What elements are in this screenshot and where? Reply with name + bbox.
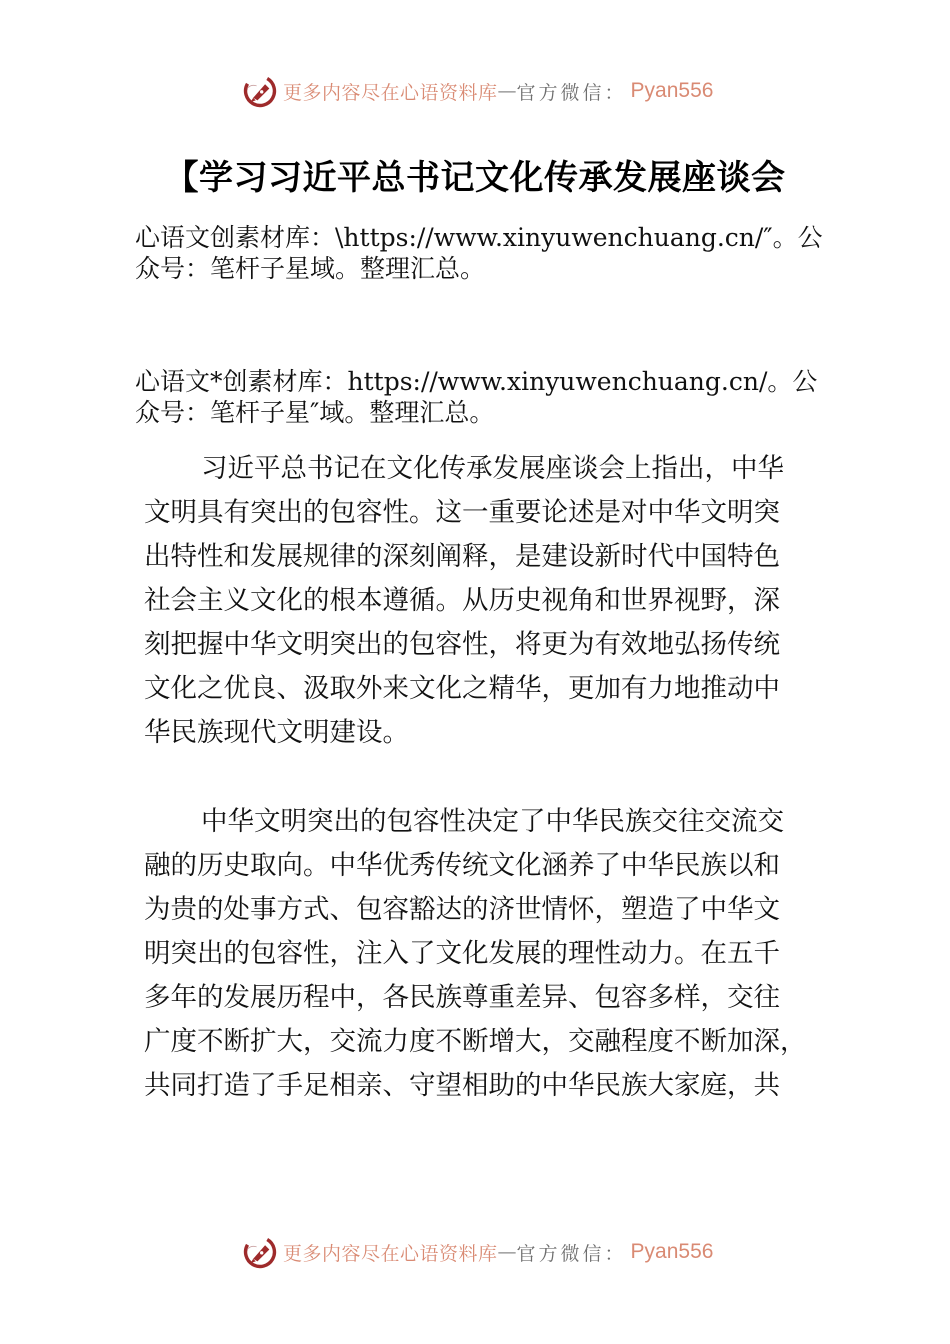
paragraph-line: 出特性和发展规律的深刻阐释，是建设新时代中国特色 bbox=[144, 541, 780, 572]
paragraph-line: 华民族现代文明建设。 bbox=[144, 717, 409, 748]
separator-dash: — bbox=[497, 80, 517, 102]
paragraph-line: 文明具有突出的包容性。这一重要论述是对中华文明突 bbox=[144, 497, 780, 528]
body-paragraph-1 bbox=[144, 447, 824, 755]
paragraph-line: 明突出的包容性，注入了文化发展的理性动力。在五千 bbox=[144, 938, 780, 969]
source-note-2 bbox=[135, 366, 835, 428]
source-note-line: 众号：笔杆子星″域。整理汇总。 bbox=[135, 398, 495, 427]
paragraph-line: 习近平总书记在文化传承发展座谈会上指出，中华 bbox=[201, 453, 784, 484]
pen-nib-circle-icon bbox=[243, 1235, 277, 1269]
wechat-id: Pyan556 bbox=[630, 1240, 714, 1263]
pen-nib-circle-icon bbox=[243, 74, 277, 108]
promo-text: 更多内容尽在心语资料库 bbox=[283, 81, 498, 104]
body-paragraph-2 bbox=[144, 800, 824, 1108]
source-note-line: 众号：笔杆子星域。整理汇总。 bbox=[135, 254, 486, 283]
paragraph-line: 为贵的处事方式、包容豁达的济世情怀，塑造了中华文 bbox=[144, 894, 780, 925]
paragraph-line: 融的历史取向。中华优秀传统文化涵养了中华民族以和 bbox=[144, 850, 780, 881]
paragraph-line: 广度不断扩大，交流力度不断增大，交融程度不断加深， bbox=[144, 1026, 807, 1057]
footer-banner bbox=[243, 1232, 713, 1272]
paragraph-line: 中华文明突出的包容性决定了中华民族交往交流交 bbox=[201, 806, 784, 837]
paragraph-line: 共同打造了手足相亲、守望相助的中华民族大家庭，共 bbox=[144, 1070, 780, 1101]
promo-text: 更多内容尽在心语资料库 bbox=[283, 1242, 498, 1265]
source-note-line: 心语文*创素材库：https://www.xinyuwenchuang.cn/。公 bbox=[135, 367, 818, 396]
paragraph-line: 文化之优良、汲取外来文化之精华，更加有力地推动中 bbox=[144, 673, 780, 704]
document-title: 【学习习近平总书记文化传承发展座谈会 bbox=[164, 158, 786, 198]
source-note-1 bbox=[135, 222, 835, 284]
paragraph-line: 刻把握中华文明突出的包容性，将更为有效地弘扬传统 bbox=[144, 629, 780, 660]
header-banner bbox=[243, 71, 713, 111]
wechat-id: Pyan556 bbox=[630, 79, 714, 102]
source-note-line: 心语文创素材库：\https://www.xinyuwenchuang.cn/″。公 bbox=[135, 223, 823, 252]
paragraph-line: 多年的发展历程中，各民族尊重差异、包容多样，交往 bbox=[144, 982, 780, 1013]
paragraph-line: 社会主义文化的根本遵循。从历史视角和世界视野，深 bbox=[144, 585, 780, 616]
wechat-label: 官方微信： bbox=[516, 1242, 627, 1265]
separator-dash: — bbox=[497, 1241, 517, 1263]
wechat-label: 官方微信： bbox=[516, 81, 627, 104]
